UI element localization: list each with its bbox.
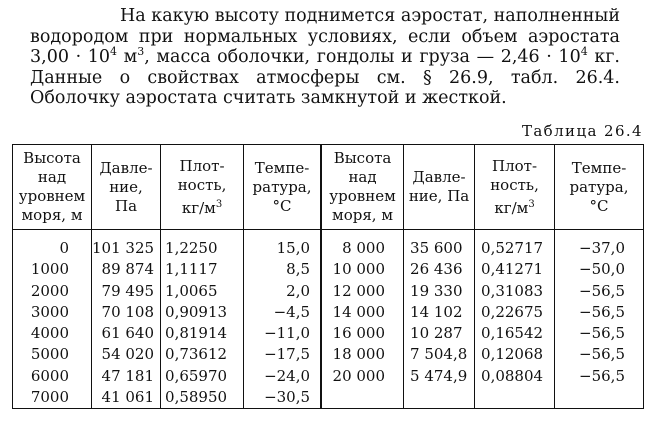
table-row [13,302,644,323]
cell-pressure-right [404,387,475,409]
cell-pressure-right: 7 504,8 [404,344,475,365]
problem-text-part: На какую высоту поднимется аэростат, наполненный водородом при нормальных условиях, если объем аэростата 3,00 · 10 [30,6,620,67]
cell-pressure: 61 640 [92,323,161,344]
problem-text [30,6,620,109]
atmosphere-table [12,144,644,409]
cell-temperature-right: −56,5 [555,344,644,365]
cell-pressure-right: 26 436 [404,259,475,280]
cell-density: 0,65970 [161,366,244,387]
header-density: Плот- ность, $кг/м^3$ [161,145,244,230]
header-pressure-right: Давле- ние, Па [404,145,475,230]
cell-height-right: 18 000 [321,344,404,365]
header-density-right: Плот- ность, $кг/м^3$ [475,145,555,230]
problem-text-part: , масса оболочки, гондолы и груза — 2,46 · 10 [144,47,581,67]
cell-height: 3000 [13,302,92,323]
header-pressure: Давле- ние, Па [92,145,161,230]
table-row [13,281,644,302]
table-header-row [13,145,644,230]
cell-density-right: 0,08804 [475,366,555,387]
problem-text-part: м [117,47,138,67]
table-row [13,259,644,280]
cell-density-right: 0,16542 [475,323,555,344]
cell-temperature: −24,0 [244,366,322,387]
cell-temperature: 15,0 [244,230,322,260]
cell-temperature-right: −56,5 [555,323,644,344]
cell-pressure-right: 19 330 [404,281,475,302]
cell-temperature: −11,0 [244,323,322,344]
header-temperature: Темпе- ратура, °C [244,145,322,230]
cell-pressure-right: 10 287 [404,323,475,344]
cell-height-right: 8 000 [321,230,404,260]
table-caption: Таблица 26.4 [521,122,643,140]
cell-pressure-right: 14 102 [404,302,475,323]
table-row [13,387,644,409]
table-row [13,366,644,387]
cell-temperature-right [555,387,644,409]
cell-pressure: 101 325 [92,230,161,260]
cell-density-right [475,387,555,409]
cell-pressure: 47 181 [92,366,161,387]
cell-temperature-right: −56,5 [555,302,644,323]
table-row [13,323,644,344]
cell-density: 0,81914 [161,323,244,344]
cell-temperature: 2,0 [244,281,322,302]
cell-height: 2000 [13,281,92,302]
cell-height: 0 [13,230,92,260]
cell-density: 0,58950 [161,387,244,409]
cell-pressure-right: 5 474,9 [404,366,475,387]
cell-pressure: 89 874 [92,259,161,280]
cell-height: 5000 [13,344,92,365]
cell-height-right: 14 000 [321,302,404,323]
cell-pressure-right: 35 600 [404,230,475,260]
cell-density-right: 0,22675 [475,302,555,323]
cell-height: 4000 [13,323,92,344]
table-row [13,230,644,260]
cell-pressure: 79 495 [92,281,161,302]
problem-text-part: кг. Данные о свойствах атмосферы см. § 26.9, табл. 26.4. Оболочку аэростата считать замкнутой и жесткой. [30,47,620,108]
exponent: 4 [580,45,588,59]
cell-height: 1000 [13,259,92,280]
header-height-right: Высота над уровнем моря, м [321,145,404,230]
exponent: 3 [137,45,145,59]
cell-temperature-right: −56,5 [555,366,644,387]
cell-density-right: 0,31083 [475,281,555,302]
cell-temperature-right: −50,0 [555,259,644,280]
cell-density-right: 0,12068 [475,344,555,365]
cell-density: 1,0065 [161,281,244,302]
header-temperature-right: Темпе- ратура, °C [555,145,644,230]
cell-density-right: 0,41271 [475,259,555,280]
cell-pressure: 54 020 [92,344,161,365]
table-row [13,344,644,365]
cell-pressure: 41 061 [92,387,161,409]
cell-pressure: 70 108 [92,302,161,323]
cell-height-right: 10 000 [321,259,404,280]
cell-density: 1,2250 [161,230,244,260]
header-height: Высота над уровнем моря, м [13,145,92,230]
cell-height-right: 16 000 [321,323,404,344]
cell-density: 0,90913 [161,302,244,323]
exponent: 4 [110,45,118,59]
cell-height: 7000 [13,387,92,409]
cell-height: 6000 [13,366,92,387]
cell-density-right: 0,52717 [475,230,555,260]
cell-temperature: −17,5 [244,344,322,365]
cell-height-right [321,387,404,409]
cell-height-right: 20 000 [321,366,404,387]
cell-density: 1,1117 [161,259,244,280]
cell-temperature: −4,5 [244,302,322,323]
cell-temperature: 8,5 [244,259,322,280]
cell-temperature: −30,5 [244,387,322,409]
cell-temperature-right: −56,5 [555,281,644,302]
cell-density: 0,73612 [161,344,244,365]
cell-temperature-right: −37,0 [555,230,644,260]
cell-height-right: 12 000 [321,281,404,302]
